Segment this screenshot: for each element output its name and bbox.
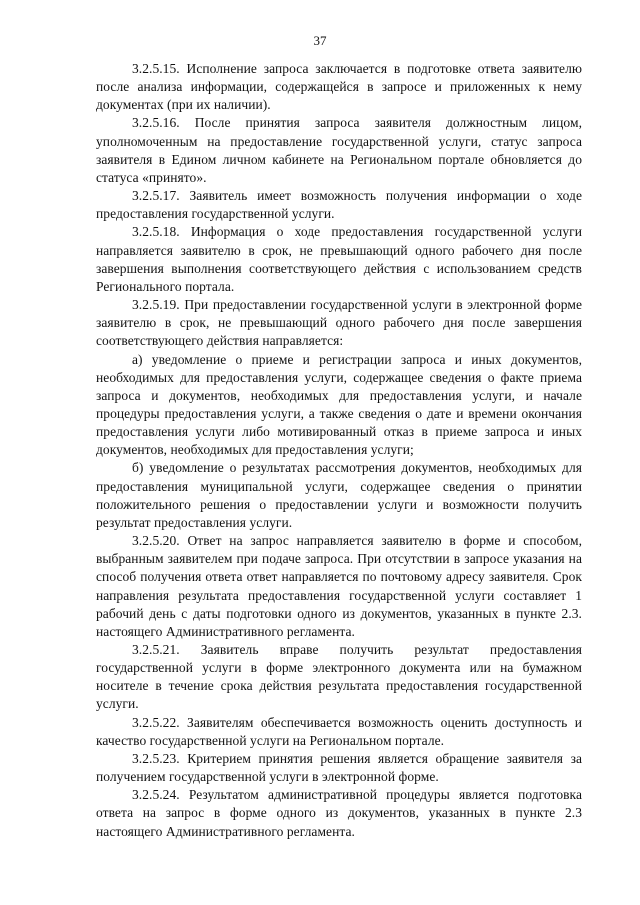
paragraph-3-2-5-15: 3.2.5.15. Исполнение запроса заключается в подготовке ответа заявителю после анализа информации, содержащейся в запросе и приложенных к нему документах (при их наличии). — [96, 61, 582, 113]
page-number: 37 — [313, 33, 327, 48]
paragraph-3-2-5-17: 3.2.5.17. Заявитель имеет возможность получения информации о ходе предоставления государственной услуги. — [96, 188, 582, 222]
paragraph-3-2-5-21: 3.2.5.21. Заявитель вправе получить результат предоставления государственной услуги в форме электронного документа или на бумажном носителе в течение срока действия результата предоставления государственной услуги. — [96, 642, 582, 712]
paragraph-3-2-5-16: 3.2.5.16. После принятия запроса заявителя должностным лицом, уполномоченным на предоставление государственной услуги, статус запроса заявителя в Едином личном кабинете на Региональном портале обновляется до статуса «принято». — [96, 115, 582, 185]
list-item-a: а) уведомление о приеме и регистрации запроса и иных документов, необходимых для предоставления услуги, содержащее сведения о факте приема запроса и документов, необходимых для предоставления услуги, и начале процедуры предоставления услуги, а также сведения о дате и времени окончания предоставления услуги либо мотивированный отказ в приеме запроса и иных документов, необходимых для предоставления услуги; — [96, 351, 582, 458]
paragraph-3-2-5-22: 3.2.5.22. Заявителям обеспечивается возможность оценить доступность и качество государственной услуги на Региональном портале. — [96, 714, 582, 748]
paragraph-3-2-5-23: 3.2.5.23. Критерием принятия решения является обращение заявителя за получением государственной услуги в электронной форме. — [96, 750, 582, 785]
paragraph-3-2-5-18: 3.2.5.18. Информация о ходе предоставления государственной услуги направляется заявителю в срок, не превышающий одного рабочего дня после завершения выполнения соответствующего действия с использованием средств Регионального портала. — [96, 224, 582, 294]
paragraph-3-2-5-19: 3.2.5.19. При предоставлении государственной услуги в электронной форме заявителю в срок, не превышающий одного рабочего дня после завершения соответствующего действия направляется: — [96, 297, 582, 349]
document-body — [96, 60, 582, 841]
paragraph-3-2-5-20: 3.2.5.20. Ответ на запрос направляется заявителю в форме и способом, выбранным заявителем при подаче запроса. При отсутствии в запросе указания на способ получения ответа ответ направляется по почтовому адресу заявителя. Срок направления результата предоставления государственной услуги составляет 1 рабочий день с даты подготовки одного из документов, указанных в пункте 2.3. настоящего Административного регламента. — [96, 533, 582, 639]
list-item-b: б) уведомление о результатах рассмотрения документов, необходимых для предоставления муниципальной услуги, содержащее сведения о принятии положительного решения о предоставлении услуги и возможности получить результат предоставления услуги. — [96, 460, 582, 530]
paragraph-3-2-5-24: 3.2.5.24. Результатом административной процедуры является подготовка ответа на запрос в форме одного из документов, указанных в пункте 2.3 настоящего Административного регламента. — [96, 787, 582, 839]
